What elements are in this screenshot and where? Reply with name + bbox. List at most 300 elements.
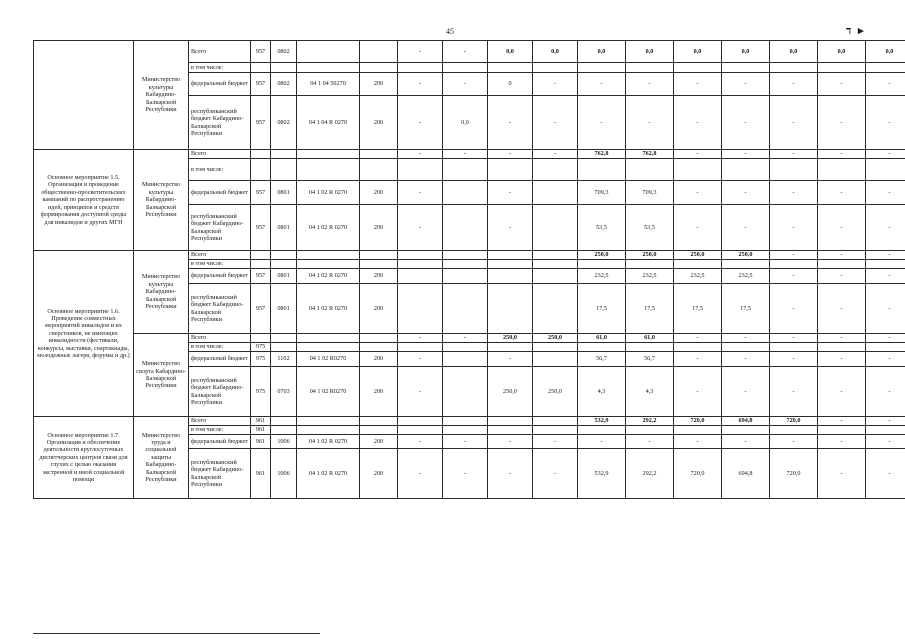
- rzpr-cell: 0801: [271, 284, 297, 334]
- value-cell: [443, 426, 488, 435]
- value-cell: -: [398, 449, 443, 499]
- value-cell: -: [722, 352, 770, 367]
- value-cell: 0,0: [443, 96, 488, 150]
- rzpr-cell: 0703: [271, 367, 297, 417]
- value-cell: -: [866, 96, 905, 150]
- value-cell: 0,0: [533, 41, 578, 63]
- value-cell: -: [398, 334, 443, 343]
- value-cell: -: [722, 73, 770, 96]
- value-cell: [398, 269, 443, 284]
- csr-cell: 04 1 02 R 0270: [297, 449, 360, 499]
- value-cell: -: [488, 205, 533, 251]
- activity-cell: Основное мероприятие 1.5. Организация и проведение общественно-просветительских кампаний по распространению идей, принципов и средств формирования доступной среды для инвалидов и других МГН: [34, 150, 134, 251]
- csr-cell: 04 1 02 R 0270: [297, 181, 360, 205]
- value-cell: 720,0: [770, 449, 818, 499]
- csr-cell: [297, 159, 360, 181]
- value-cell: -: [818, 96, 866, 150]
- value-cell: [398, 284, 443, 334]
- grbs-cell: [251, 260, 271, 269]
- value-cell: [674, 343, 722, 352]
- grbs-cell: 957: [251, 41, 271, 63]
- value-cell: -: [818, 251, 866, 260]
- funding-source-cell: федеральный бюджет: [189, 73, 251, 96]
- value-cell: 61,0: [578, 334, 626, 343]
- value-cell: -: [626, 435, 674, 449]
- value-cell: -: [674, 205, 722, 251]
- value-cell: [578, 260, 626, 269]
- value-cell: -: [866, 73, 905, 96]
- csr-cell: [297, 150, 360, 159]
- value-cell: 0,0: [866, 41, 905, 63]
- value-cell: [533, 343, 578, 352]
- value-cell: -: [770, 269, 818, 284]
- value-cell: -: [674, 73, 722, 96]
- budget-table: [33, 40, 905, 499]
- rzpr-cell: 1006: [271, 435, 297, 449]
- value-cell: -: [674, 181, 722, 205]
- value-cell: [488, 63, 533, 73]
- value-cell: -: [398, 73, 443, 96]
- value-cell: [722, 260, 770, 269]
- csr-cell: [297, 260, 360, 269]
- value-cell: [626, 343, 674, 352]
- value-cell: 56,7: [626, 352, 674, 367]
- value-cell: -: [866, 417, 905, 426]
- value-cell: -: [770, 284, 818, 334]
- rzpr-cell: [271, 426, 297, 435]
- value-cell: -: [722, 205, 770, 251]
- value-cell: 0,0: [674, 41, 722, 63]
- value-cell: [443, 417, 488, 426]
- value-cell: -: [443, 41, 488, 63]
- value-cell: [488, 159, 533, 181]
- value-cell: [488, 417, 533, 426]
- value-cell: -: [866, 181, 905, 205]
- value-cell: [443, 181, 488, 205]
- value-cell: 232,5: [722, 269, 770, 284]
- csr-cell: 04 1 04 50270: [297, 73, 360, 96]
- funding-source-cell: Всего: [189, 417, 251, 426]
- grbs-cell: 957: [251, 73, 271, 96]
- table-row: [34, 41, 905, 63]
- value-cell: [818, 63, 866, 73]
- value-cell: -: [674, 435, 722, 449]
- value-cell: -: [674, 367, 722, 417]
- value-cell: [398, 63, 443, 73]
- value-cell: -: [818, 435, 866, 449]
- vr-cell: [360, 41, 398, 63]
- organization-cell: Министерство труда и социальной защиты Кабардино-Балкарской Республики: [134, 417, 189, 499]
- value-cell: -: [770, 205, 818, 251]
- vr-cell: [360, 63, 398, 73]
- vr-cell: [360, 334, 398, 343]
- grbs-cell: 961: [251, 426, 271, 435]
- csr-cell: [297, 41, 360, 63]
- organization-cell: Министерство культуры Кабардино-Балкарской Республики: [134, 251, 189, 334]
- funding-source-cell: в том числе:: [189, 63, 251, 73]
- grbs-cell: 975: [251, 352, 271, 367]
- value-cell: [533, 417, 578, 426]
- value-cell: -: [533, 435, 578, 449]
- value-cell: -: [818, 269, 866, 284]
- value-cell: -: [722, 435, 770, 449]
- grbs-cell: 957: [251, 205, 271, 251]
- value-cell: 17,5: [674, 284, 722, 334]
- value-cell: 0,0: [488, 41, 533, 63]
- value-cell: [488, 260, 533, 269]
- table-row: [34, 150, 905, 159]
- value-cell: -: [866, 251, 905, 260]
- rzpr-cell: 1006: [271, 449, 297, 499]
- value-cell: -: [722, 181, 770, 205]
- value-cell: -: [398, 96, 443, 150]
- csr-cell: [297, 343, 360, 352]
- value-cell: 720,0: [674, 417, 722, 426]
- value-cell: [488, 426, 533, 435]
- rzpr-cell: [271, 63, 297, 73]
- value-cell: [398, 260, 443, 269]
- funding-source-cell: в том числе:: [189, 426, 251, 435]
- value-cell: -: [626, 73, 674, 96]
- value-cell: [626, 260, 674, 269]
- vr-cell: 200: [360, 96, 398, 150]
- value-cell: 0,0: [818, 41, 866, 63]
- value-cell: -: [866, 367, 905, 417]
- value-cell: [866, 63, 905, 73]
- value-cell: [533, 205, 578, 251]
- value-cell: [578, 159, 626, 181]
- grbs-cell: 957: [251, 269, 271, 284]
- rzpr-cell: [271, 334, 297, 343]
- value-cell: 532,9: [578, 417, 626, 426]
- value-cell: [866, 159, 905, 181]
- value-cell: 250,0: [488, 367, 533, 417]
- value-cell: [533, 181, 578, 205]
- value-cell: 61,0: [626, 334, 674, 343]
- value-cell: 762,8: [578, 150, 626, 159]
- value-cell: 53,5: [626, 205, 674, 251]
- value-cell: -: [722, 367, 770, 417]
- value-cell: -: [488, 150, 533, 159]
- vr-cell: [360, 150, 398, 159]
- value-cell: [818, 159, 866, 181]
- funding-source-cell: федеральный бюджет: [189, 269, 251, 284]
- value-cell: -: [722, 150, 770, 159]
- csr-cell: 04 1 04 R 0270: [297, 96, 360, 150]
- value-cell: -: [398, 367, 443, 417]
- value-cell: -: [818, 181, 866, 205]
- rzpr-cell: [271, 417, 297, 426]
- value-cell: 250,0: [533, 367, 578, 417]
- value-cell: -: [818, 367, 866, 417]
- vr-cell: 200: [360, 73, 398, 96]
- value-cell: -: [866, 352, 905, 367]
- value-cell: -: [533, 449, 578, 499]
- funding-source-cell: республиканский бюджет Кабардино-Балкарской Республики: [189, 284, 251, 334]
- value-cell: [626, 63, 674, 73]
- value-cell: -: [818, 73, 866, 96]
- value-cell: [818, 343, 866, 352]
- value-cell: [443, 367, 488, 417]
- rzpr-cell: [271, 150, 297, 159]
- value-cell: -: [488, 449, 533, 499]
- value-cell: 250,0: [626, 251, 674, 260]
- value-cell: -: [866, 435, 905, 449]
- page-number: 45: [446, 27, 454, 36]
- value-cell: [533, 159, 578, 181]
- value-cell: -: [866, 150, 905, 159]
- csr-cell: [297, 63, 360, 73]
- grbs-cell: 975: [251, 367, 271, 417]
- grbs-cell: [251, 159, 271, 181]
- value-cell: 17,5: [626, 284, 674, 334]
- value-cell: -: [674, 352, 722, 367]
- grbs-cell: [251, 334, 271, 343]
- value-cell: -: [770, 352, 818, 367]
- value-cell: [818, 426, 866, 435]
- funding-source-cell: Всего: [189, 334, 251, 343]
- value-cell: [488, 284, 533, 334]
- value-cell: -: [578, 96, 626, 150]
- value-cell: [770, 63, 818, 73]
- csr-cell: [297, 417, 360, 426]
- vr-cell: [360, 251, 398, 260]
- value-cell: -: [770, 73, 818, 96]
- vr-cell: 200: [360, 205, 398, 251]
- rzpr-cell: 0801: [271, 205, 297, 251]
- value-cell: [443, 159, 488, 181]
- activity-cell: [34, 41, 134, 150]
- funding-source-cell: Всего: [189, 251, 251, 260]
- value-cell: -: [443, 435, 488, 449]
- csr-cell: 04 1 02 R 0270: [297, 205, 360, 251]
- value-cell: 0,0: [770, 41, 818, 63]
- value-cell: [398, 343, 443, 352]
- rzpr-cell: 0802: [271, 73, 297, 96]
- value-cell: [398, 426, 443, 435]
- value-cell: 762,8: [626, 150, 674, 159]
- value-cell: -: [488, 96, 533, 150]
- value-cell: [533, 251, 578, 260]
- value-cell: 0,0: [578, 41, 626, 63]
- value-cell: [578, 63, 626, 73]
- value-cell: [398, 251, 443, 260]
- value-cell: [818, 260, 866, 269]
- grbs-cell: 957: [251, 284, 271, 334]
- value-cell: [578, 426, 626, 435]
- value-cell: -: [443, 449, 488, 499]
- value-cell: -: [770, 251, 818, 260]
- value-cell: -: [818, 150, 866, 159]
- csr-cell: [297, 334, 360, 343]
- value-cell: 720,0: [770, 417, 818, 426]
- value-cell: [770, 159, 818, 181]
- value-cell: -: [443, 73, 488, 96]
- funding-source-cell: федеральный бюджет: [189, 352, 251, 367]
- value-cell: -: [866, 284, 905, 334]
- value-cell: -: [818, 449, 866, 499]
- rzpr-cell: 1102: [271, 352, 297, 367]
- vr-cell: [360, 426, 398, 435]
- value-cell: -: [770, 367, 818, 417]
- value-cell: [722, 343, 770, 352]
- value-cell: 17,5: [722, 284, 770, 334]
- funding-source-cell: федеральный бюджет: [189, 181, 251, 205]
- value-cell: [443, 205, 488, 251]
- grbs-cell: 957: [251, 181, 271, 205]
- value-cell: -: [722, 96, 770, 150]
- value-cell: 232,5: [578, 269, 626, 284]
- grbs-cell: [251, 150, 271, 159]
- value-cell: 0,0: [722, 41, 770, 63]
- rzpr-cell: 0801: [271, 181, 297, 205]
- value-cell: [533, 284, 578, 334]
- value-cell: -: [488, 181, 533, 205]
- value-cell: [533, 269, 578, 284]
- activity-cell: Основное мероприятие 1.7. Организация и обеспечение деятельности круглосуточных диспетчерских центров связи для глухих с целью оказания экстренной и иной социальной помощи: [34, 417, 134, 499]
- value-cell: -: [866, 205, 905, 251]
- value-cell: 232,5: [674, 269, 722, 284]
- value-cell: -: [770, 96, 818, 150]
- value-cell: [398, 417, 443, 426]
- value-cell: -: [443, 334, 488, 343]
- grbs-cell: 961: [251, 417, 271, 426]
- funding-source-cell: республиканский бюджет Кабардино-Балкарской Республики: [189, 205, 251, 251]
- value-cell: 720,0: [674, 449, 722, 499]
- value-cell: [398, 159, 443, 181]
- value-cell: [674, 63, 722, 73]
- vr-cell: [360, 159, 398, 181]
- value-cell: 4,3: [626, 367, 674, 417]
- vr-cell: [360, 417, 398, 426]
- csr-cell: [297, 426, 360, 435]
- table-row: [34, 334, 905, 343]
- value-cell: [674, 426, 722, 435]
- grbs-cell: 961: [251, 435, 271, 449]
- value-cell: [722, 426, 770, 435]
- value-cell: -: [533, 150, 578, 159]
- value-cell: -: [398, 435, 443, 449]
- value-cell: [443, 251, 488, 260]
- value-cell: 292,2: [626, 449, 674, 499]
- funding-source-cell: Всего: [189, 150, 251, 159]
- value-cell: -: [770, 181, 818, 205]
- value-cell: -: [770, 334, 818, 343]
- vr-cell: [360, 343, 398, 352]
- value-cell: -: [818, 417, 866, 426]
- value-cell: [674, 260, 722, 269]
- value-cell: 250,0: [722, 251, 770, 260]
- csr-cell: 04 1 02 R 0270: [297, 284, 360, 334]
- value-cell: 53,5: [578, 205, 626, 251]
- value-cell: [443, 63, 488, 73]
- value-cell: 56,7: [578, 352, 626, 367]
- value-cell: [866, 260, 905, 269]
- value-cell: [488, 343, 533, 352]
- vr-cell: 200: [360, 367, 398, 417]
- value-cell: 250,0: [533, 334, 578, 343]
- value-cell: 292,2: [626, 417, 674, 426]
- rzpr-cell: [271, 251, 297, 260]
- csr-cell: [297, 251, 360, 260]
- value-cell: [443, 352, 488, 367]
- grbs-cell: [251, 63, 271, 73]
- value-cell: -: [674, 96, 722, 150]
- value-cell: [770, 343, 818, 352]
- csr-cell: 04 1 02 R0270: [297, 352, 360, 367]
- value-cell: [533, 426, 578, 435]
- value-cell: [866, 343, 905, 352]
- funding-source-cell: республиканский бюджет Кабардино-Балкарской Республики: [189, 449, 251, 499]
- organization-cell: Министерство спорта Кабардино-Балкарской Республики: [134, 334, 189, 417]
- footer-rule: [33, 633, 320, 634]
- value-cell: [443, 260, 488, 269]
- value-cell: -: [578, 73, 626, 96]
- vr-cell: 200: [360, 181, 398, 205]
- value-cell: -: [533, 96, 578, 150]
- grbs-cell: 961: [251, 449, 271, 499]
- rzpr-cell: 0802: [271, 96, 297, 150]
- organization-cell: Министерство культуры Кабардино-Балкарской Республики: [134, 41, 189, 150]
- value-cell: [722, 159, 770, 181]
- rzpr-cell: [271, 343, 297, 352]
- value-cell: [488, 251, 533, 260]
- value-cell: 250,0: [674, 251, 722, 260]
- value-cell: 250,0: [578, 251, 626, 260]
- value-cell: 232,5: [626, 269, 674, 284]
- value-cell: -: [398, 352, 443, 367]
- value-cell: [443, 269, 488, 284]
- funding-source-cell: в том числе:: [189, 260, 251, 269]
- value-cell: 0: [488, 73, 533, 96]
- value-cell: -: [818, 284, 866, 334]
- funding-source-cell: республиканский бюджет Кабардино-Балкарской Республики: [189, 96, 251, 150]
- value-cell: -: [488, 352, 533, 367]
- vr-cell: [360, 260, 398, 269]
- grbs-cell: 975: [251, 343, 271, 352]
- value-cell: -: [770, 435, 818, 449]
- rzpr-cell: [271, 260, 297, 269]
- value-cell: [626, 426, 674, 435]
- value-cell: -: [818, 352, 866, 367]
- value-cell: [674, 159, 722, 181]
- value-cell: -: [866, 334, 905, 343]
- value-cell: -: [398, 205, 443, 251]
- organization-cell: Министерство культуры Кабардино-Балкарской Республики: [134, 150, 189, 251]
- vr-cell: 200: [360, 284, 398, 334]
- value-cell: [533, 63, 578, 73]
- vr-cell: 200: [360, 269, 398, 284]
- csr-cell: 04 1 02 R0270: [297, 367, 360, 417]
- value-cell: [443, 284, 488, 334]
- value-cell: [626, 159, 674, 181]
- value-cell: [722, 63, 770, 73]
- funding-source-cell: республиканский бюджет Кабардино-Балкарской Республики: [189, 367, 251, 417]
- value-cell: -: [818, 205, 866, 251]
- value-cell: 694,8: [722, 449, 770, 499]
- value-cell: -: [443, 150, 488, 159]
- funding-source-cell: Всего: [189, 41, 251, 63]
- activity-cell: Основное мероприятие 1.6. Проведение совместных мероприятий инвалидов и их сверстников, не имеющих инвалидности (фестивали, конкурсы, выставки, спартакиады, молодежные лагеря, форумы и др.): [34, 251, 134, 417]
- value-cell: 532,9: [578, 449, 626, 499]
- value-cell: [578, 343, 626, 352]
- value-cell: 250,0: [488, 334, 533, 343]
- vr-cell: 200: [360, 449, 398, 499]
- value-cell: -: [866, 449, 905, 499]
- value-cell: 709,3: [578, 181, 626, 205]
- csr-cell: 04 1 02 R 0270: [297, 435, 360, 449]
- value-cell: 694,8: [722, 417, 770, 426]
